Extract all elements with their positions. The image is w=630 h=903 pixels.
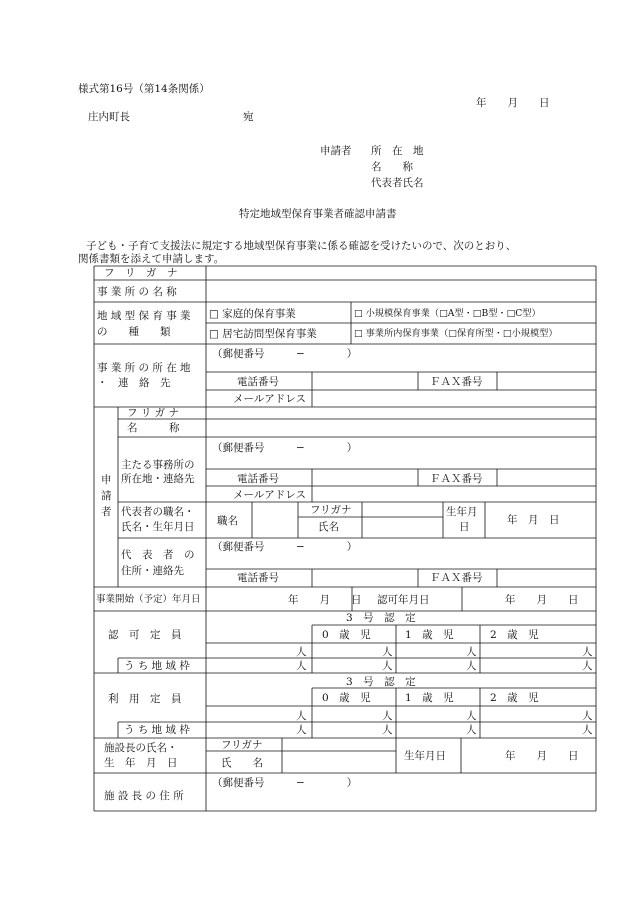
main-office-label-1: 主たる事務所の bbox=[121, 459, 195, 471]
capacity-age2-unit: 人 bbox=[582, 646, 593, 658]
applicant-vertical-3: 者 bbox=[101, 506, 112, 518]
document-title: 特定地域型保育事業者確認申請書 bbox=[239, 208, 397, 220]
usage-age0-unit: 人 bbox=[382, 710, 393, 722]
office-address-label-1: 事 業 所 の 所 在 地 bbox=[97, 362, 191, 374]
approval-date-value: 年 月 日 bbox=[505, 594, 579, 606]
rep-postal: （郵便番号 − ） bbox=[212, 541, 358, 553]
intro-line-1: 子ども・子育て支援法に規定する地域型保育事業に係る確認を受けたいので、次のとおり、 bbox=[86, 240, 517, 252]
director-birth-label: 生年月日 bbox=[404, 750, 446, 762]
intro-line-2: 関係書類を添えて申請します。 bbox=[78, 253, 225, 265]
director-address-label: 施 設 長 の 住 所 bbox=[104, 790, 184, 802]
usage-label: 利 用 定 員 bbox=[108, 693, 182, 705]
capacity-label: 認 可 定 員 bbox=[108, 629, 182, 641]
capacity-age1-unit: 人 bbox=[466, 646, 477, 658]
option-home-daycare[interactable]: □ 家庭的保育事業 bbox=[209, 308, 296, 320]
submission-date: 年 月 日 bbox=[476, 97, 550, 109]
office-address-label-2: ・ 連 絡 先 bbox=[97, 377, 171, 389]
director-postal: （郵便番号 − ） bbox=[212, 777, 358, 789]
capacity-total-unit: 人 bbox=[296, 646, 307, 658]
director-furigana-label: フリガナ bbox=[221, 739, 263, 751]
office-name-label: 事 業 所 の 名 称 bbox=[97, 286, 177, 298]
usage-regional-age0-unit: 人 bbox=[382, 724, 393, 736]
applicant-rep-label: 代表者氏名 bbox=[371, 177, 424, 189]
main-office-label-2: 所在地・連絡先 bbox=[121, 473, 195, 485]
usage-regional-age2-unit: 人 bbox=[582, 724, 593, 736]
rep-name-label: 氏名 bbox=[318, 521, 339, 533]
director-label-1: 施設長の氏名・ bbox=[104, 742, 178, 754]
rep-job-title-label: 職名 bbox=[217, 515, 238, 527]
applicant-name-cell-label: 名 称 bbox=[127, 422, 180, 434]
capacity-no3-header: 3 号 認 定 bbox=[346, 612, 416, 624]
addressee-honorific: 宛 bbox=[243, 111, 254, 123]
form-number: 様式第16号（第14条関係） bbox=[78, 83, 210, 95]
usage-regional-label: う ち 地 域 枠 bbox=[124, 724, 190, 736]
applicant-furigana-label: フ リ ガ ナ bbox=[127, 407, 180, 419]
rep-title-label-2: 氏名・生年月日 bbox=[121, 521, 195, 533]
option-workplace-daycare[interactable]: □ 事業所内保育事業（□保育所型・□小規模型） bbox=[354, 328, 558, 339]
usage-age1-header: 1 歳 児 bbox=[405, 692, 454, 704]
office-postal: （郵便番号 − ） bbox=[212, 348, 358, 360]
option-small-daycare[interactable]: □ 小規模保育事業（□A型・□B型・□C型） bbox=[354, 308, 541, 319]
applicant-vertical-2: 請 bbox=[101, 490, 112, 502]
main-office-postal: （郵便番号 − ） bbox=[212, 442, 358, 454]
rep-birth-label-1: 生年月 bbox=[446, 506, 478, 518]
capacity-age0-unit: 人 bbox=[382, 646, 393, 658]
capacity-regional-age2-unit: 人 bbox=[582, 660, 593, 672]
rep-birth-date: 年 月 日 bbox=[507, 514, 560, 526]
capacity-age2-header: 2 歳 児 bbox=[490, 629, 539, 641]
applicant-address-label: 所 在 地 bbox=[371, 145, 424, 157]
rep-fax-label: ＦＡＸ番号 bbox=[430, 572, 483, 584]
director-label-2: 生 年 月 日 bbox=[104, 757, 178, 769]
director-name-label: 氏 名 bbox=[221, 757, 263, 769]
start-date-label: 事業開始（予定）年月日 bbox=[96, 594, 201, 605]
usage-age2-header: 2 歳 児 bbox=[490, 692, 539, 704]
usage-regional-age1-unit: 人 bbox=[466, 724, 477, 736]
applicant-name-label: 名 称 bbox=[371, 161, 413, 173]
capacity-regional-total-unit: 人 bbox=[296, 660, 307, 672]
option-home-visit[interactable]: □ 居宅訪問型保育事業 bbox=[209, 328, 317, 340]
main-office-mail-label: メールアドレス bbox=[233, 489, 306, 501]
usage-age1-unit: 人 bbox=[466, 710, 477, 722]
start-date-value: 年 月 日 bbox=[288, 594, 362, 606]
applicant-vertical-1: 申 bbox=[101, 474, 112, 486]
rep-address-label-1: 代 表 者 の bbox=[121, 549, 195, 561]
director-birth-date: 年 月 日 bbox=[505, 750, 579, 762]
capacity-regional-age1-unit: 人 bbox=[466, 660, 477, 672]
main-office-fax-label: ＦＡＸ番号 bbox=[430, 473, 483, 485]
rep-birth-label-2: 日 bbox=[459, 521, 470, 533]
usage-age0-header: 0 歳 児 bbox=[322, 692, 371, 704]
rep-address-label-2: 住所・連絡先 bbox=[121, 565, 184, 577]
furigana-label: フ リ ガ ナ bbox=[104, 267, 178, 279]
office-mail-label: メールアドレス bbox=[233, 393, 306, 405]
usage-age2-unit: 人 bbox=[582, 710, 593, 722]
rep-title-label-1: 代表者の職名・ bbox=[121, 506, 195, 518]
office-tel-label: 電話番号 bbox=[237, 376, 279, 388]
business-type-label-2: の 種 類 bbox=[97, 326, 171, 338]
usage-regional-total-unit: 人 bbox=[296, 724, 307, 736]
rep-tel-label: 電話番号 bbox=[237, 572, 279, 584]
capacity-age0-header: 0 歳 児 bbox=[322, 629, 371, 641]
office-fax-label: ＦＡＸ番号 bbox=[430, 376, 483, 388]
capacity-age1-header: 1 歳 児 bbox=[405, 629, 454, 641]
capacity-regional-age0-unit: 人 bbox=[382, 660, 393, 672]
usage-total-unit: 人 bbox=[296, 710, 307, 722]
capacity-regional-label: う ち 地 域 枠 bbox=[124, 660, 190, 672]
applicant-label: 申請者 bbox=[320, 145, 352, 157]
business-type-label-1: 地 域 型 保 育 事 業 bbox=[97, 310, 191, 322]
main-office-tel-label: 電話番号 bbox=[237, 473, 279, 485]
addressee: 庄内町長 bbox=[88, 111, 130, 123]
rep-furigana-label: フリガナ bbox=[310, 504, 352, 516]
approval-date-label: 認可年月日 bbox=[377, 594, 430, 606]
usage-no3-header: 3 号 認 定 bbox=[346, 676, 416, 688]
